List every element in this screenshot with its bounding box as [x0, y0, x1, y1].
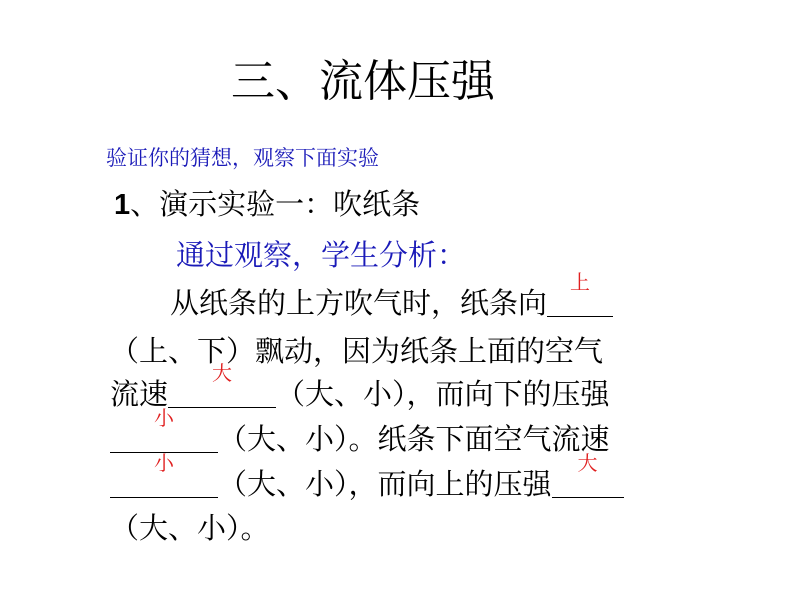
answer-blank-5 — [552, 451, 624, 498]
line3-end: （大、小），而向下的压强 — [276, 377, 610, 411]
demo-number: 1 — [114, 189, 131, 221]
subtitle: 验证你的猜想，观察下面实验 — [106, 146, 379, 170]
demo-text: 、演示实验一：吹纸条 — [130, 187, 421, 221]
analysis-prompt: 通过观察，学生分析： — [176, 238, 467, 272]
answer-blank-3 — [110, 406, 218, 453]
line2-text: （上、下）飘动，因为纸条上面的空气 — [110, 334, 604, 368]
answer-1: 上 — [570, 270, 591, 294]
answer-5: 大 — [577, 451, 598, 475]
answer-blank-1 — [547, 270, 613, 317]
answer-blank-4 — [110, 451, 218, 498]
line1-text: 从纸条的上方吹气时，纸条向 — [170, 286, 548, 320]
demo-heading — [114, 184, 420, 225]
answer-4: 小 — [154, 451, 174, 475]
line5-mid: （大、小），而向上的压强 — [218, 467, 552, 501]
paragraph-line-6 — [110, 508, 270, 548]
slide-title: 三、流体压强 — [231, 56, 495, 107]
line3-start: 流速 — [110, 377, 169, 411]
answer-blank-2 — [168, 361, 276, 408]
answer-3: 小 — [154, 406, 174, 430]
answer-2: 大 — [212, 361, 233, 385]
paragraph-line-1 — [170, 270, 613, 323]
line6-text: （大、小）。 — [110, 511, 270, 545]
line4-end: （大、小）。纸条下面空气流速 — [218, 422, 610, 456]
paragraph-line-5 — [110, 451, 624, 504]
